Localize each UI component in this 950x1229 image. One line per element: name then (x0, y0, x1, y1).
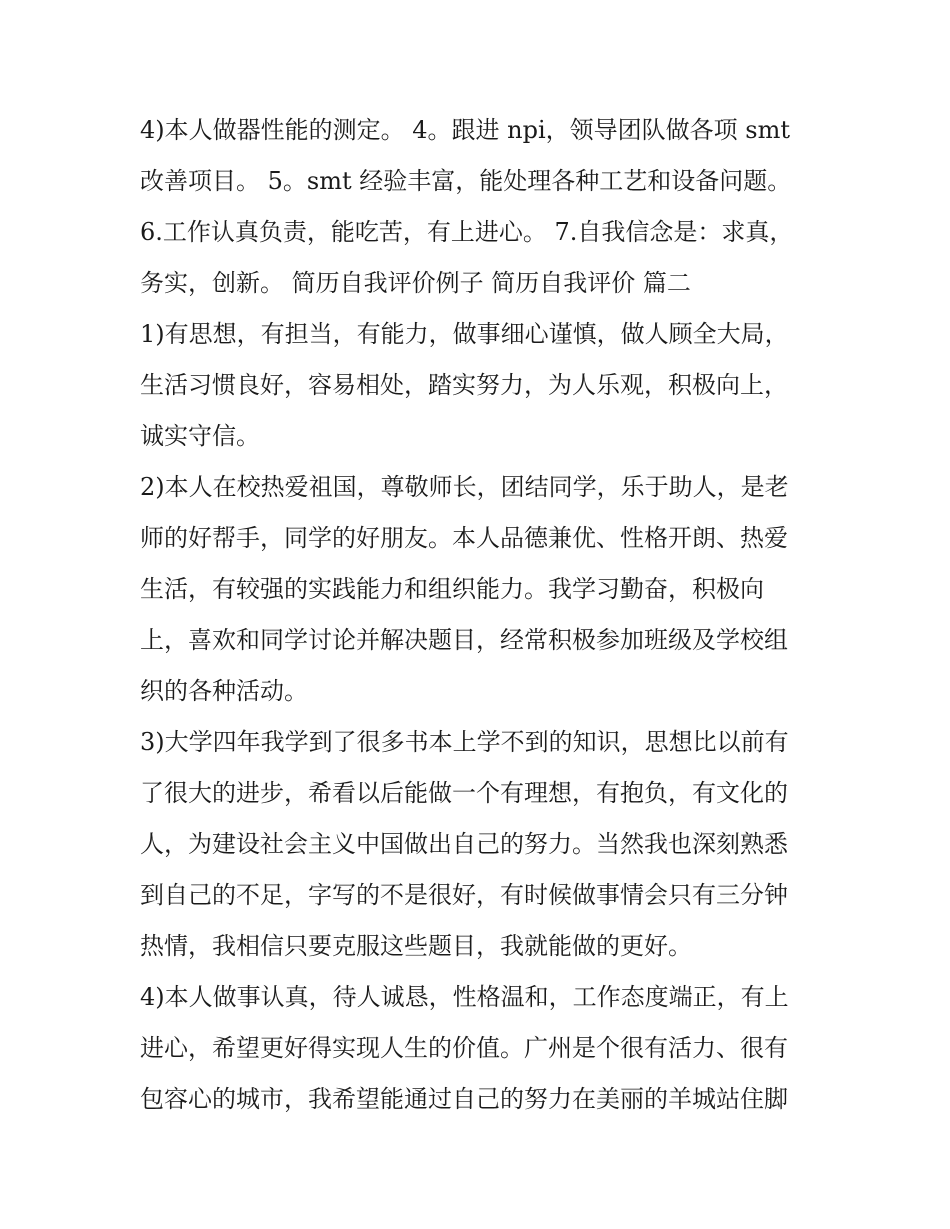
text-line: 诚实守信。 (140, 422, 260, 450)
text-line: 到自己的不足，字写的不是很好，有时候做事情会只有三分钟 (140, 881, 788, 909)
text-line: 进心，希望更好得实现人生的价值。广州是个很有活力、很有 (140, 1034, 788, 1062)
text-line: 人，为建设社会主义中国做出自己的努力。当然我也深刻熟悉 (140, 830, 788, 858)
text-line: 包容心的城市，我希望能通过自己的努力在美丽的羊城站住脚 (140, 1085, 788, 1113)
document-body (140, 105, 820, 1125)
text-line: 生活，有较强的实践能力和组织能力。我学习勤奋，积极向 (140, 575, 764, 603)
text-line: 务实，创新。 简历自我评价例子 简历自我评价 篇二 (140, 269, 691, 297)
text-line: 3)大学四年我学到了很多书本上学不到的知识，思想比以前有 (140, 728, 789, 756)
text-line: 织的各种活动。 (140, 677, 308, 705)
text-line: 2)本人在校热爱祖国，尊敬师长，团结同学，乐于助人，是老 (140, 473, 789, 501)
text-line: 4)本人做器性能的测定。 4。跟进 npi，领导团队做各项 smt (140, 116, 791, 144)
text-line: 了很大的进步，希看以后能做一个有理想，有抱负，有文化的 (140, 779, 788, 807)
text-line: 1)有思想，有担当，有能力，做事细心谨慎，做人顾全大局， (140, 320, 789, 348)
text-line: 生活习惯良好，容易相处，踏实努力，为人乐观，积极向上， (140, 371, 788, 399)
text-line: 师的好帮手，同学的好朋友。本人品德兼优、性格开朗、热爱 (140, 524, 788, 552)
text-line: 改善项目。 5。smt 经验丰富，能处理各种工艺和设备问题。 (140, 167, 792, 195)
text-line: 热情，我相信只要克服这些题目，我就能做的更好。 (140, 932, 692, 960)
text-line: 6.工作认真负责，能吃苦，有上进心。 7.自我信念是：求真， (140, 218, 794, 246)
text-line: 4)本人做事认真，待人诚恳，性格温和，工作态度端正，有上 (140, 983, 789, 1011)
text-line: 上，喜欢和同学讨论并解决题目，经常积极参加班级及学校组 (140, 626, 788, 654)
